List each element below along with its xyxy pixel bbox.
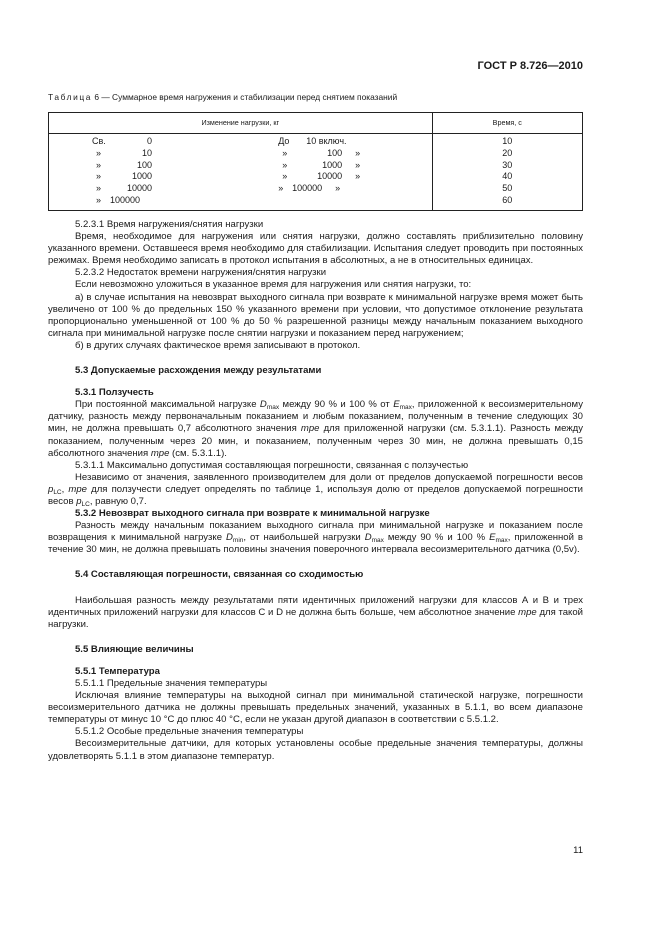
table-cell: »	[96, 171, 102, 182]
standard-number: ГОСТ Р 8.726—2010	[477, 60, 583, 72]
table-cell: 40	[502, 171, 513, 182]
table-cell: »	[96, 183, 102, 194]
table-cell-to	[240, 134, 432, 211]
list-item: а) в случае испытания на невозврат выходного сигнала при возврате к минимальной нагрузке время может быть увеличено от 100 % до предельных 150 % указанного времени при условии, что допустимое отклонение результата пропорционально уменьшенной от 100 % до 50 % разрешенной разницы между начальным показанием выходного сигнала при минимальной нагрузке после снятии нагрузки и показанием перед нагружением;	[48, 291, 583, 339]
table-caption	[48, 92, 397, 102]
table-cell: 60	[502, 194, 513, 205]
table-cell: 100	[327, 147, 343, 158]
load-time-table	[48, 112, 583, 211]
section-title-5-3: 5.3 Допускаемые расхождения между результатами	[75, 365, 322, 377]
table-cell: »	[355, 159, 361, 170]
table-cell-from	[49, 134, 241, 211]
paragraph: Наибольшая разность между результатами пяти идентичных приложений нагрузки для классов А и В и трех идентичных приложений нагрузки для классов С и D не должна быть больше, чем абсолютное значение mpe для такой нагрузки.	[48, 594, 583, 630]
section-title-5-5: 5.5 Влияющие величины	[75, 643, 194, 655]
paragraph: Если невозможно уложиться в указанное время для нагружения или снятия нагрузки, то:	[75, 279, 472, 291]
table-cell: »	[96, 194, 102, 205]
table-cell: »	[355, 171, 361, 182]
table-cell: 10000	[317, 171, 343, 182]
table-cell: 30	[502, 159, 513, 170]
table-cell: 100000	[110, 194, 141, 205]
table-cell: »	[282, 147, 288, 158]
document-body	[48, 219, 583, 763]
section-title-5-5-1-2: 5.5.1.2 Особые предельные значения температуры	[75, 726, 304, 738]
table-caption-text: 6 — Суммарное время нагружения и стабилизации перед снятием показаний	[92, 92, 398, 102]
table-row	[49, 134, 583, 211]
section-title-5-5-1: 5.5.1 Температура	[75, 665, 160, 677]
section-title-5-2-3-1: 5.2.3.1 Время нагружения/снятия нагрузки	[75, 219, 264, 230]
table-header-load: Изменение нагрузки, кг	[49, 113, 433, 134]
paragraph: Разность между начальным показанием выходного сигнала при минимальной нагрузке и показанием после возвращения к минимальной нагрузке $D_{min}$, от наибольшей нагрузки $D_{max}$ между 90 % и 100 % $E_{max}$, приложенной в течение 30 мин, не должна превышать половины значения поверочного интервала весоизмерительного датчика (0,5v).	[48, 520, 583, 556]
paragraph: Исключая влияние температуры на выходной сигнал при минимальной статической нагрузке, погрешности весоизмерительного датчика не должны превышать предельных значений, указанных в 5.1.1, во всем диапазоне температуры от минус 10 °С до плюс 40 °С, если не указан другой диапазон в соответствии с 5.5.1.2.	[48, 690, 583, 726]
table-cell: 10	[502, 136, 513, 146]
table-cell: 50	[502, 183, 513, 194]
table-cell: 100	[136, 159, 152, 170]
section-title-5-3-1: 5.3.1 Ползучесть	[75, 387, 154, 399]
table-cell: »	[335, 183, 341, 194]
table-cell: »	[278, 183, 284, 194]
table-cell: 10	[141, 147, 152, 158]
section-title-5-3-2: 5.3.2 Невозврат выходного сигнала при возврате к минимальной нагрузке	[75, 508, 430, 520]
table-header-time: Время, с	[432, 113, 582, 134]
table-caption-word: Таблица	[48, 92, 93, 102]
table-cell: »	[96, 147, 102, 158]
section-title-5-5-1-1: 5.5.1.1 Предельные значения температуры	[75, 678, 268, 689]
table-cell: До	[278, 136, 290, 146]
table-cell: »	[96, 159, 102, 170]
table-cell: 10 включ.	[306, 136, 347, 146]
table-cell: 1000	[322, 159, 343, 170]
table-cell-time	[432, 134, 582, 211]
paragraph: При постоянной максимальной нагрузке $D_{max}$ между 90 % и 100 % от $E_{max}$, приложенной к весоизмерительному датчику, разность между первоначальным показанием и любым показанием, полученным в течение следующих 30 мин, не должна превышать 0,7 абсолютного значения mpe для приложенной нагрузки (см. 5.3.1.1). Разность между показанием, полученным через 20 мин, и показанием, полученным через 30 мин, не должна превышать 0,15 абсолютного значения mpe (см. 5.3.1.1).	[48, 399, 584, 459]
table-cell: »	[282, 171, 288, 182]
table-cell: »	[282, 159, 288, 170]
page-number: 11	[573, 845, 583, 856]
section-title-5-3-1-1: 5.3.1.1 Максимально допустимая составляющая погрешности, связанная с ползучестью	[75, 459, 469, 471]
section-title-5-2-3-2: 5.2.3.2 Недостаток времени нагружения/снятия нагрузки	[75, 267, 327, 279]
table-cell: Св.	[92, 136, 106, 146]
paragraph: Весоизмерительные датчики, для которых установлены особые предельные значения температуры, должны удовлетворять 5.1.1 в этом диапазоне температур.	[48, 738, 583, 762]
table-cell: 20	[502, 147, 513, 158]
paragraph: Время, необходимое для нагружения или снятия нагрузки, должно составлять приблизительно половину указанного времени. Оставшееся время необходимо для стабилизации. Испытания следует проводить при постоянных режимах. Время необходимо записать в протокол испытания в абсолютных, а не в относительных единицах.	[48, 231, 583, 267]
table-cell: 10000	[126, 183, 152, 194]
section-title-5-4: 5.4 Составляющая погрешности, связанная со сходимостью	[75, 569, 364, 581]
paragraph: Независимо от значения, заявленного производителем для доли от пределов допускаемой погрешности весов $p_{LC}$, mpe для ползучести следует определять по таблице 1, используя долю от пределов допускаемой погрешности весов $p_{LC}$, равную 0,7.	[48, 471, 583, 508]
list-item: б) в других случаях фактическое время записывают в протокол.	[75, 339, 361, 351]
table-cell: »	[355, 147, 361, 158]
table-cell: 100000	[292, 183, 323, 194]
table-cell: 1000	[131, 171, 152, 182]
table-cell: 0	[146, 136, 152, 146]
